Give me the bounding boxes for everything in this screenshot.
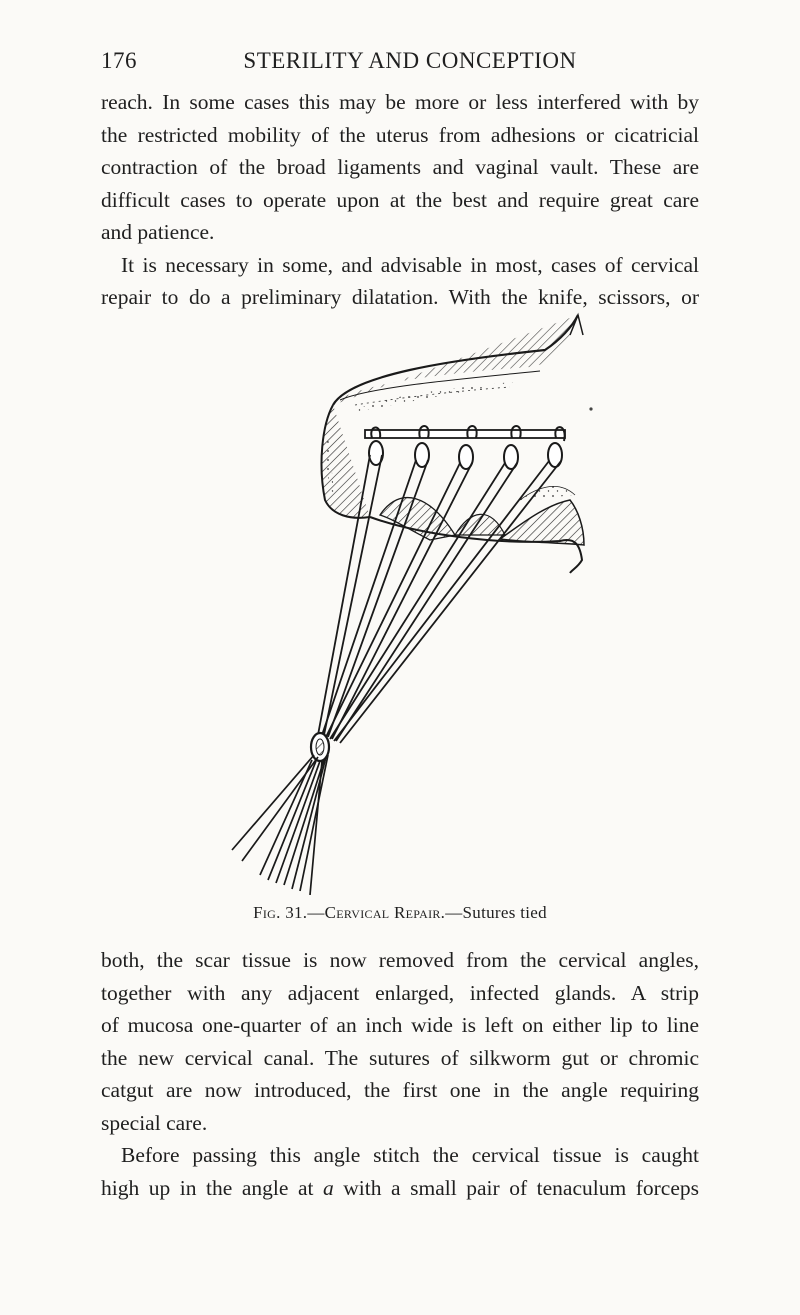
text-line: Before passing this angle stitch the cervical tissue is caught — [121, 1143, 699, 1167]
text-line: contraction of the broad ligaments and vaginal vault. These are — [101, 155, 699, 179]
text-line: catgut are now introduced, the first one in the angle requiring — [101, 1078, 699, 1102]
page-number: 176 — [101, 48, 137, 73]
figure-cervical-repair — [200, 305, 640, 895]
text-line: reach. In some cases this may be more or less interfered with by — [101, 90, 699, 114]
text-line: the new cervical canal. The sutures of silkworm gut or chromic — [101, 1045, 699, 1070]
caption-prefix: Fig. 31.— — [253, 903, 325, 922]
body-text-top — [101, 86, 699, 314]
caption-suffix: —Sutures tied — [445, 903, 547, 922]
figure-reference-letter: a — [323, 1175, 334, 1200]
running-head: STERILITY AND CONCEPTION — [243, 48, 577, 73]
caption-title: Cervical Repair. — [324, 903, 446, 922]
text-line: and patience. — [101, 220, 215, 244]
figure-caption — [101, 903, 699, 923]
text-line: of mucosa one-quarter of an inch wide is left on either lip to line — [101, 1013, 699, 1037]
body-text-bottom — [101, 944, 699, 1204]
text-line: It is necessary in some, and advisable in most, cases of cervical — [121, 252, 699, 277]
text-fragment: high up in the angle at — [101, 1175, 323, 1200]
text-line-mixed — [101, 1172, 699, 1205]
text-line: repair to do a preliminary dilatation. With the knife, scissors, or — [101, 285, 699, 309]
text-line: special care. — [101, 1110, 208, 1135]
text-fragment: with a small pair of tenaculum forceps — [333, 1175, 699, 1200]
text-line: both, the scar tissue is now removed from the cervical angles, — [101, 948, 699, 972]
text-line: the restricted mobility of the uterus from adhesions or cicatricial — [101, 122, 699, 147]
text-line: together with any adjacent enlarged, infected glands. A strip — [101, 980, 699, 1005]
page-header — [101, 48, 699, 88]
surgical-illustration-icon — [200, 305, 640, 895]
text-line: difficult cases to operate upon at the best and require great care — [101, 187, 699, 212]
